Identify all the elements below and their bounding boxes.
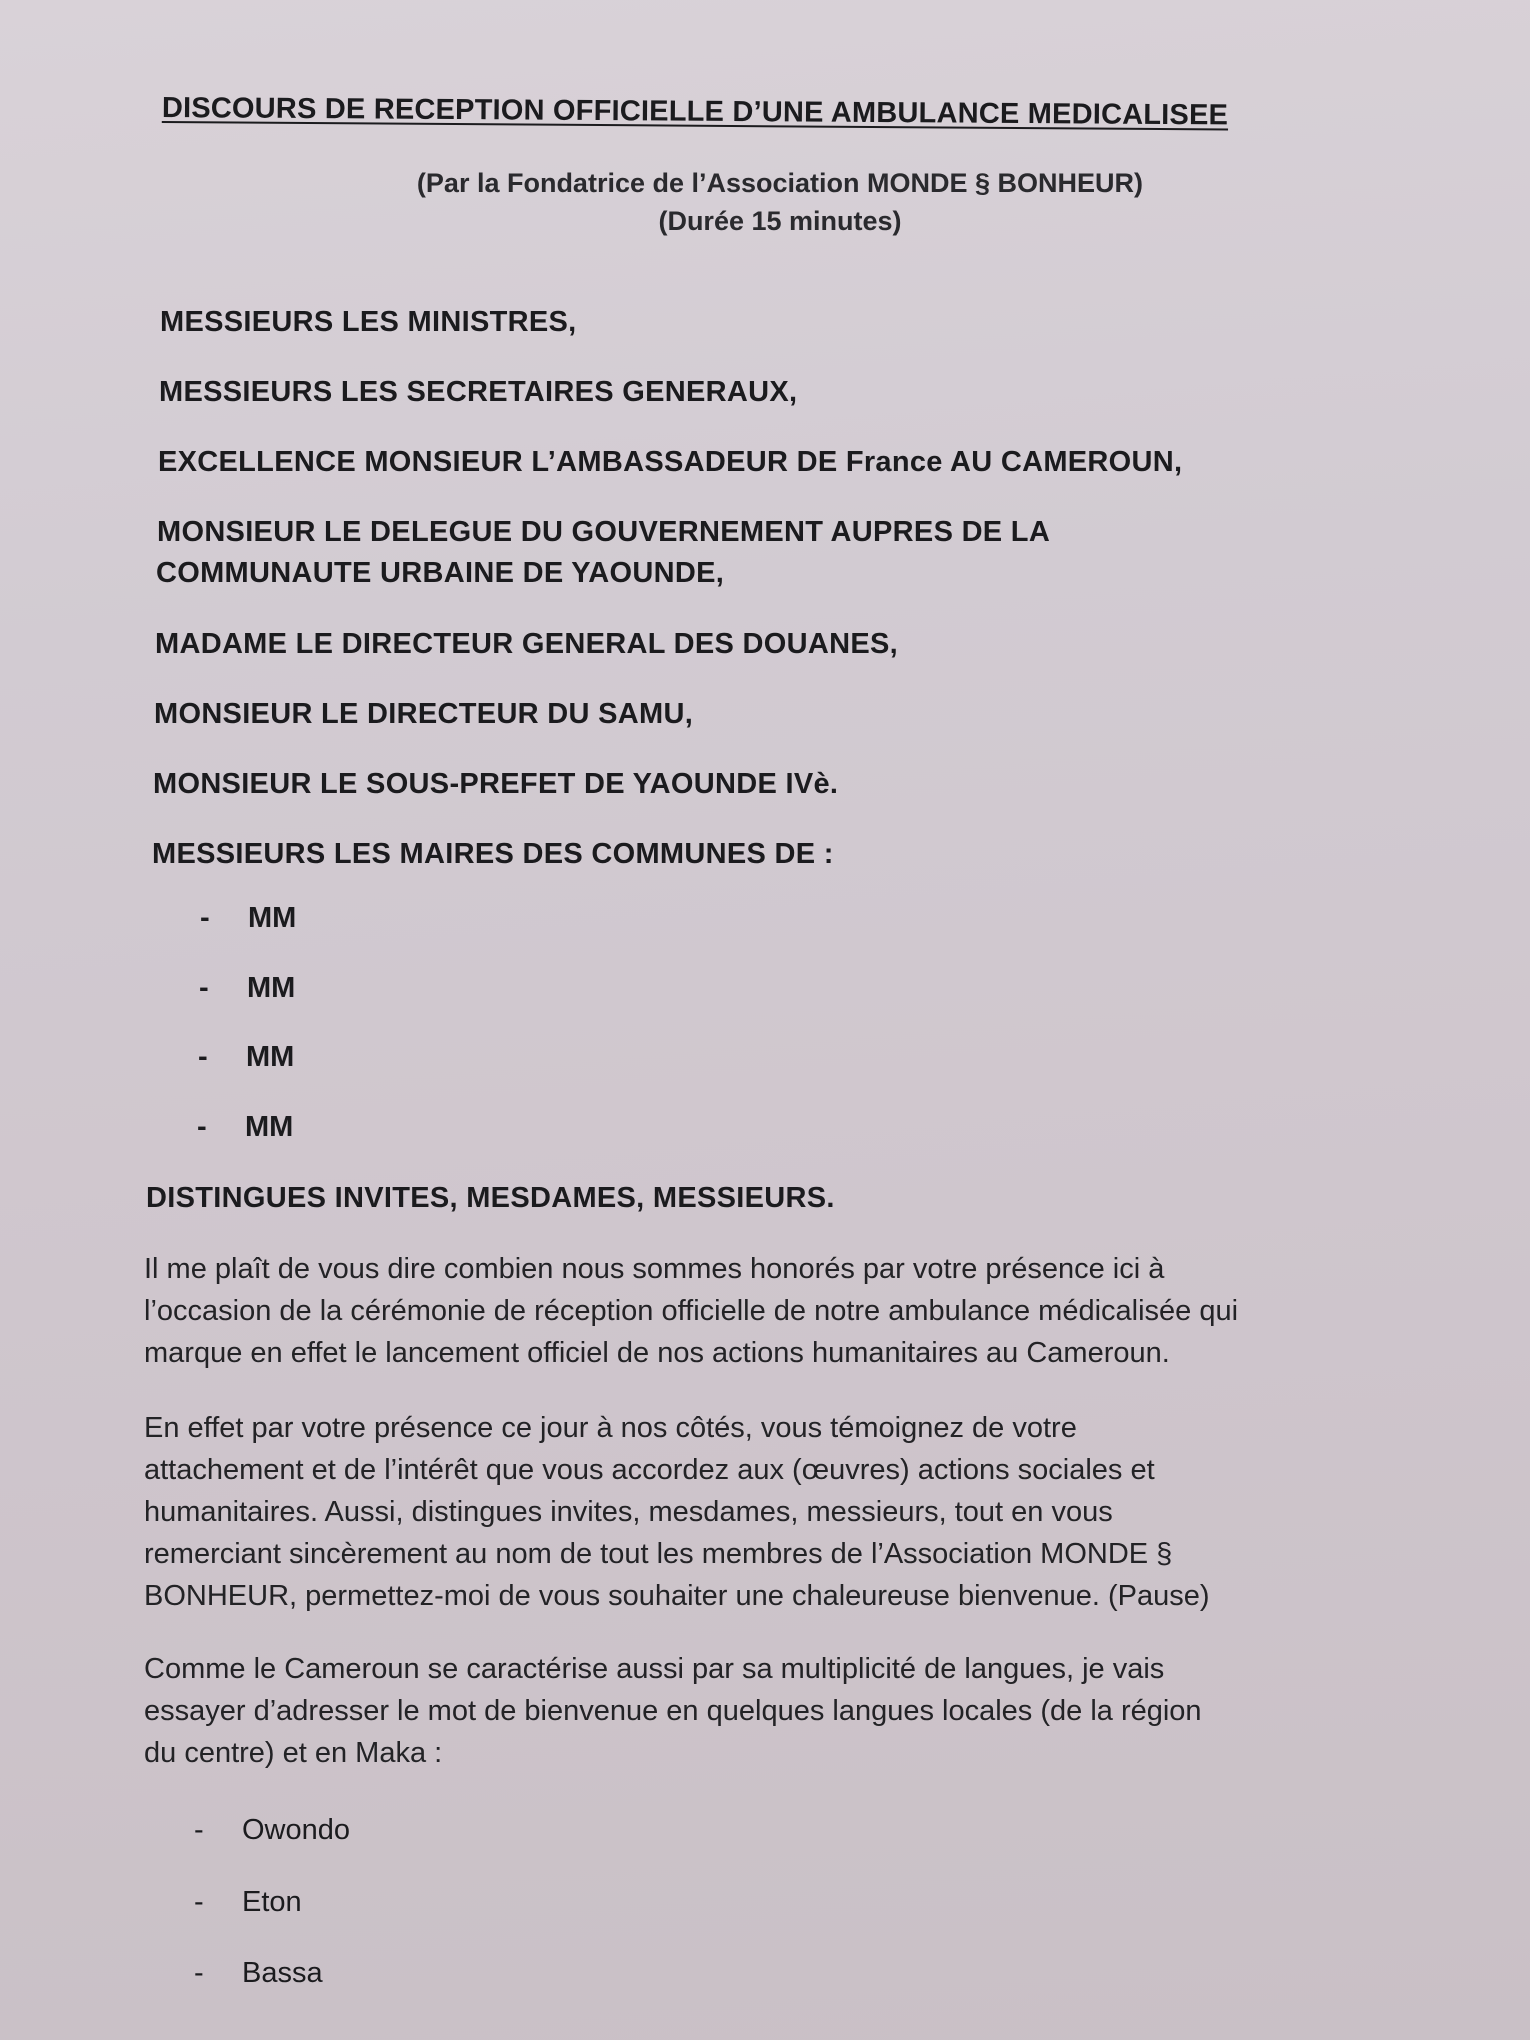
salutation-samu-director: MONSIEUR LE DIRECTEUR DU SAMU,	[154, 698, 694, 730]
salutation-mayors: MESSIEURS LES MAIRES DES COMMUNES DE :	[152, 838, 834, 870]
mayor-list-item: - MM	[197, 1111, 294, 1143]
salutation-sub-prefect: MONSIEUR LE SOUS-PREFET DE YAOUNDE IVè.	[153, 768, 839, 800]
document-subtitle-author: (Par la Fondatrice de l’Association MONDE § BONHEUR)	[416, 168, 1144, 198]
document-subtitle-duration: (Durée 15 minutes)	[658, 206, 902, 236]
paragraph-languages: Comme le Cameroun se caractérise aussi par sa multiplicité de langues, je vais essayer d’adresser le mot de bienvenue en quelques langues locales (de la région du centre) et en Maka :	[144, 1653, 1202, 1769]
salutation-ambassador: EXCELLENCE MONSIEUR L’AMBASSADEUR DE France AU CAMEROUN,	[158, 446, 1183, 478]
language-list-item: - Owondo	[194, 1814, 351, 1846]
paragraph-thanks: En effet par votre présence ce jour à nos côtés, vous témoignez de votre attachement et de l’intérêt que vous accordez aux (œuvres) actions sociales et humanitaires. Aussi, distingues invites, mesdames, messieurs, tout en vous remerciant sincèrement au nom de tout les membres de l’Association MONDE § BONHEUR, permettez-moi de vous souhaiter une chaleureuse bienvenue. (Pause)	[144, 1412, 1210, 1612]
language-list-item: - Bassa	[194, 1957, 323, 1989]
document-title: DISCOURS DE RECEPTION OFFICIELLE D’UNE AMBULANCE MEDICALISEE	[161, 92, 1229, 132]
salutation-ministers: MESSIEURS LES MINISTRES,	[160, 306, 577, 338]
paragraph-welcome: Il me plaît de vous dire combien nous sommes honorés par votre présence ici à l’occasion de la cérémonie de réception officielle de notre ambulance médicalisée qui marque en effet le lancement officiel de nos actions humanitaires au Cameroun.	[144, 1253, 1239, 1369]
mayor-list-item: - MM	[199, 972, 296, 1004]
language-list-item: - Eton	[194, 1886, 302, 1918]
salutation-delegate-line-1: MONSIEUR LE DELEGUE DU GOUVERNEMENT AUPRES DE LA	[157, 516, 1051, 548]
closing-salutation: DISTINGUES INVITES, MESDAMES, MESSIEURS.	[146, 1182, 835, 1214]
salutation-delegate-line-2: COMMUNAUTE URBAINE DE YAOUNDE,	[156, 557, 725, 589]
mayor-list-item: - MM	[200, 902, 297, 934]
mayor-list-item: - MM	[198, 1041, 295, 1073]
salutation-secretaries: MESSIEURS LES SECRETAIRES GENERAUX,	[159, 376, 798, 408]
salutation-customs-director: MADAME LE DIRECTEUR GENERAL DES DOUANES,	[155, 628, 898, 660]
